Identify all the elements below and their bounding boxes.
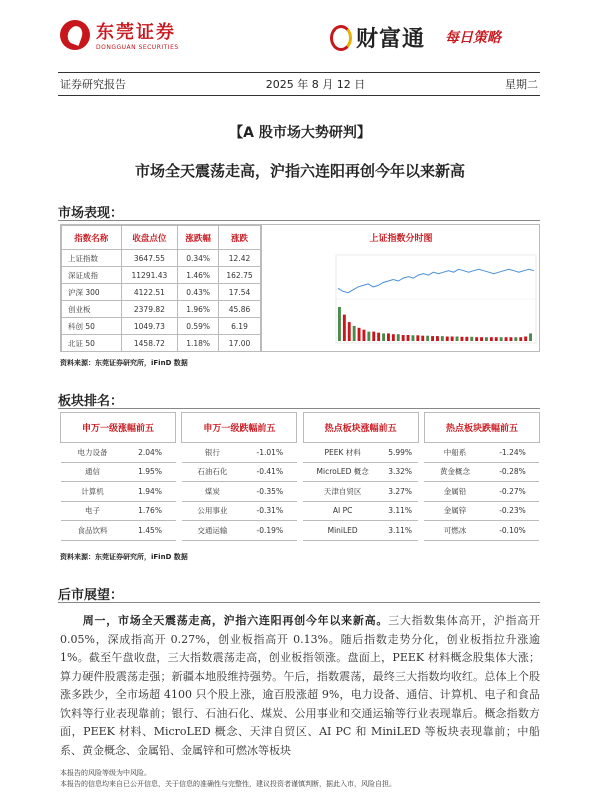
outlook-body: 三大指数集体高开，沪指高开 0.05%，深成指高开 0.27%，创业板指高开 0.13%。随后指数走势分化，创业板指拉升涨逾 1%。截至午盘收盘，三大指数震荡走高，创业板指领涨。盘面上，PEEK 材料概念股集体大涨；算力硬件股震荡走强；新疆本地股维持强势。午后，指数震荡，最终三大指数均收红。总体上个股涨多跌少，全市场超 4100 只个股上涨，逾百股涨超 9%，电力设备、通信、计算机、电子和食品饮料等行业表现靠前；银行、石油石化、煤炭、公用事业和交通运输等行业表现靠后。概念指数方面，PEEK 材料、MicroLED 概念、天津自贸区、AI PC 和 MiniLED 等板块表现靠前；中船系、黄金概念、金属铅、金属锌和可燃冰等板块: [60, 614, 541, 757]
close-value: 3647.55: [121, 250, 178, 267]
volume-bar: [392, 334, 395, 341]
change-pct: 0.59%: [178, 318, 219, 335]
volume-bar: [372, 332, 375, 341]
table-row: [182, 462, 297, 482]
report-footer: [60, 768, 540, 790]
close-value: 1049.73: [121, 318, 178, 335]
sector-ranking-panel: [60, 412, 540, 542]
volume-bar: [397, 334, 400, 341]
table-row: [303, 482, 418, 502]
volume-bar: [490, 337, 493, 341]
change-pct: 0.43%: [178, 284, 219, 301]
index-table: [61, 225, 261, 352]
sector-name: 中船系: [424, 443, 485, 463]
change-pct: 1.18%: [178, 335, 219, 352]
sector-name: 金属锌: [424, 501, 485, 521]
volume-bar: [524, 337, 527, 342]
sector-name: 黄金概念: [424, 462, 485, 482]
volume-bar: [495, 337, 498, 341]
volume-bar: [402, 335, 405, 341]
report-info-bar: [58, 72, 540, 96]
sector-section-title: 板块排名：: [58, 394, 124, 409]
dongguan-logo-icon: [60, 20, 90, 50]
index-name: 沪深 300: [62, 284, 122, 301]
volume-bar: [343, 315, 346, 341]
volume-bar: [500, 337, 503, 341]
sector-change: 3.27%: [382, 482, 418, 502]
change-value: 45.86: [219, 301, 261, 318]
table-row: [62, 335, 261, 352]
report-header: [0, 0, 600, 70]
table-row: [303, 443, 418, 463]
sector-change: 3.11%: [382, 501, 418, 521]
sector-table-title: 热点板块跌幅前五: [424, 413, 539, 443]
volume-bar: [338, 307, 341, 341]
sector-change: 1.76%: [125, 501, 176, 521]
sector-change: -0.27%: [485, 482, 539, 502]
table-row: [61, 462, 176, 482]
sector-name: 石油石化: [182, 462, 243, 482]
product-name: 财富通: [356, 27, 426, 52]
table-row: [62, 250, 261, 267]
sector-table: [181, 412, 297, 542]
sector-table: [60, 412, 176, 542]
sector-table: [303, 412, 419, 542]
table-row: [303, 521, 418, 541]
table-row: [62, 267, 261, 284]
sector-name: PEEK 材料: [303, 443, 382, 463]
volume-bar: [529, 333, 532, 341]
intraday-chart: [261, 225, 539, 351]
volume-bar: [416, 335, 419, 341]
market-performance-panel: [60, 224, 540, 352]
sector-name: 可燃冰: [424, 521, 485, 541]
sector-change: -0.28%: [485, 462, 539, 482]
table-row: [424, 462, 539, 482]
sector-table-title: 申万一级涨幅前五: [61, 413, 176, 443]
risk-level-note: 本报告的风险等级为中风险。: [60, 769, 151, 777]
volume-bar: [353, 326, 356, 341]
close-value: 1458.72: [121, 335, 178, 352]
table-row: [424, 501, 539, 521]
sector-change: -0.23%: [485, 501, 539, 521]
volume-bar: [426, 336, 429, 341]
intraday-chart-svg: [262, 249, 540, 349]
table-row: [182, 482, 297, 502]
col-header: 涨跌幅: [178, 226, 219, 250]
sector-name: 通信: [61, 462, 125, 482]
volume-bar: [382, 333, 385, 341]
dongguan-securities-logo: [60, 18, 179, 51]
volume-bar: [446, 337, 449, 342]
sector-name: 天津自贸区: [303, 482, 382, 502]
index-name: 北证 50: [62, 335, 122, 352]
sector-change: 2.04%: [125, 443, 176, 463]
volume-bar: [461, 337, 464, 341]
index-name: 科创 50: [62, 318, 122, 335]
volume-bar: [510, 337, 513, 341]
volume-bar: [505, 337, 508, 341]
table-row: [62, 301, 261, 318]
divider: [58, 220, 540, 221]
logo-cn-text: 东莞证券: [96, 22, 176, 43]
sector-change: 1.45%: [125, 521, 176, 541]
sector-name: 交通运输: [182, 521, 243, 541]
table-row: [62, 284, 261, 301]
volume-bar: [514, 337, 517, 341]
market-source-note: 资料来源：东莞证券研究所，iFinD 数据: [60, 359, 188, 367]
volume-bar: [451, 337, 454, 342]
sector-change: -1.24%: [485, 443, 539, 463]
price-series-line: [338, 269, 534, 292]
sector-change: 3.32%: [382, 462, 418, 482]
table-row: [303, 501, 418, 521]
table-row: [61, 521, 176, 541]
sector-name: 煤炭: [182, 482, 243, 502]
volume-bar: [363, 330, 366, 341]
sector-table-title: 热点板块涨幅前五: [303, 413, 418, 443]
change-value: 6.19: [219, 318, 261, 335]
sector-table-title: 申万一级跌幅前五: [182, 413, 297, 443]
table-row: [303, 462, 418, 482]
volume-bar: [367, 332, 370, 341]
outlook-paragraph: [60, 612, 540, 760]
close-value: 2379.82: [121, 301, 178, 318]
volume-bar: [465, 337, 468, 341]
sector-name: 计算机: [61, 482, 125, 502]
sector-name: 银行: [182, 443, 243, 463]
sector-name: 电力设备: [61, 443, 125, 463]
table-row: [424, 443, 539, 463]
col-header: 收盘点位: [121, 226, 178, 250]
sector-name: 公用事业: [182, 501, 243, 521]
sector-name: MicroLED 概念: [303, 462, 382, 482]
sector-change: -1.01%: [243, 443, 297, 463]
caifutong-logo: [330, 22, 513, 53]
col-header: 涨跌: [219, 226, 261, 250]
sector-table: [424, 412, 540, 542]
sector-change: 5.99%: [382, 443, 418, 463]
volume-bar: [387, 333, 390, 341]
table-row: [424, 482, 539, 502]
outlook-lead: 周一，市场全天震荡走高，沪指六连阳再创今年以来新高。: [82, 614, 389, 627]
caifutong-logo-icon: [330, 25, 352, 51]
volume-bar: [441, 336, 444, 341]
volume-bar: [412, 335, 415, 341]
col-header: 指数名称: [62, 226, 122, 250]
volume-bar: [377, 333, 380, 341]
volume-bar: [407, 335, 410, 341]
table-row: [61, 443, 176, 463]
sector-change: -0.31%: [243, 501, 297, 521]
report-sub-title: 市场全天震荡走高，沪指六连阳再创今年以来新高: [134, 162, 465, 180]
index-name: 上证指数: [62, 250, 122, 267]
sector-change: -0.10%: [485, 521, 539, 541]
report-date: 2025 年 8 月 12 日: [265, 78, 366, 91]
product-slogan: 每日策略: [445, 29, 502, 46]
close-value: 4122.51: [121, 284, 178, 301]
market-section-title: 市场表现：: [58, 206, 124, 221]
volume-bar: [519, 337, 522, 341]
sector-name: 金属铅: [424, 482, 485, 502]
index-name: 创业板: [62, 301, 122, 318]
sector-change: -0.41%: [243, 462, 297, 482]
table-row: [182, 501, 297, 521]
divider: [58, 602, 540, 603]
divider: [58, 408, 540, 409]
change-pct: 0.34%: [178, 250, 219, 267]
sector-change: 3.11%: [382, 521, 418, 541]
volume-bar: [456, 337, 459, 342]
volume-bar: [421, 336, 424, 341]
index-name: 深证成指: [62, 267, 122, 284]
sector-name: 电子: [61, 501, 125, 521]
volume-bar: [431, 336, 434, 341]
table-row: [61, 482, 176, 502]
volume-bar: [470, 337, 473, 341]
sector-change: 1.95%: [125, 462, 176, 482]
report-type: 证券研究报告: [60, 78, 126, 91]
outlook-section-title: 后市展望：: [58, 588, 124, 603]
report-main-title: 【A 股市场大势研判】: [229, 125, 371, 141]
sector-change: -0.19%: [243, 521, 297, 541]
volume-bar: [480, 337, 483, 341]
table-row: [424, 521, 539, 541]
volume-bar: [348, 322, 351, 341]
volume-bar: [436, 336, 439, 341]
report-weekday: 星期二: [504, 78, 538, 91]
table-row: [61, 501, 176, 521]
close-value: 11291.43: [121, 267, 178, 284]
change-pct: 1.46%: [178, 267, 219, 284]
sector-name: AI PC: [303, 501, 382, 521]
change-value: 12.42: [219, 250, 261, 267]
sector-name: 食品饮料: [61, 521, 125, 541]
sector-change: -0.35%: [243, 482, 297, 502]
volume-bar: [358, 328, 361, 341]
change-pct: 1.96%: [178, 301, 219, 318]
chart-title: 上证指数分时图: [369, 234, 433, 244]
volume-bar: [475, 337, 478, 341]
table-row: [62, 318, 261, 335]
change-value: 17.00: [219, 335, 261, 352]
sector-change: 1.94%: [125, 482, 176, 502]
sector-name: MiniLED: [303, 521, 382, 541]
logo-en-text: DONGGUAN SECURITIES: [96, 44, 179, 51]
change-value: 162.75: [219, 267, 261, 284]
table-row: [182, 521, 297, 541]
change-value: 17.54: [219, 284, 261, 301]
table-row: [182, 443, 297, 463]
disclaimer-note: 本报告的信息均来自已公开信息，关于信息的准确性与完整性，建议投资者谨慎判断，据此入市，风险自担。: [60, 780, 396, 788]
sector-source-note: 资料来源：东莞证券研究所，iFinD 数据: [60, 553, 188, 561]
volume-bar: [485, 337, 488, 341]
